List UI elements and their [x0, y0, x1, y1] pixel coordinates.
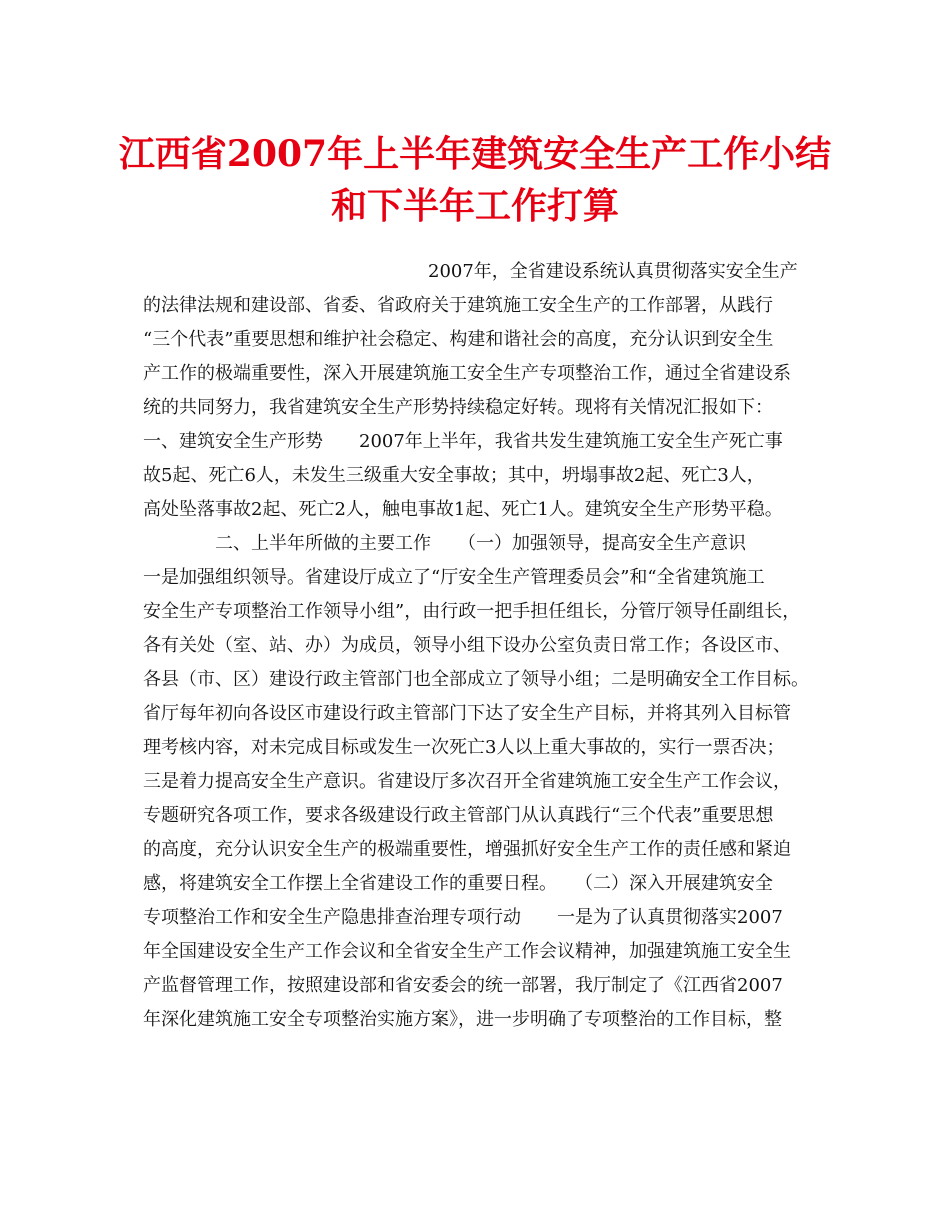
body-line: 年全国建设安全生产工作会议和全省安全生产工作会议精神，加强建筑施工安全生 — [143, 941, 791, 962]
body-line: 产工作的极端重要性，深入开展建筑施工安全生产专项整治工作，通过全省建设系 — [143, 363, 791, 384]
body-line: 省厅每年初向各设区市建设行政主管部门下达了安全生产目标，并将其列入目标管 — [143, 703, 791, 724]
body-line: 各有关处（室、站、办）为成员，领导小组下设办公室负责日常工作；各设区市、 — [143, 635, 791, 656]
body-line: 各县（市、区）建设行政主管部门也全部成立了领导小组；二是明确安全工作目标。 — [143, 669, 809, 690]
body-line: 二、上半年所做的主要工作 （一）加强领导，提高安全生产意识 — [215, 533, 746, 554]
body-line: 感，将建筑安全工作摆上全省建设工作的重要日程。 （二）深入开展建筑安全 — [143, 873, 773, 894]
body-line: 2007年，全省建设系统认真贯彻落实安全生产 — [428, 261, 798, 282]
body-line: 专题研究各项工作，要求各级建设行政主管部门从认真践行“三个代表”重要思想 — [143, 805, 774, 826]
body-line: “三个代表”重要思想和维护社会稳定、构建和谐社会的高度，充分认识到安全生 — [143, 329, 774, 350]
title-line-2: 和下半年工作打算 — [330, 185, 619, 227]
body-line: 高处坠落事故2起、死亡2人，触电事故1起、死亡1人。建筑安全生产形势平稳。 — [143, 499, 783, 520]
body-line: 统的共同努力，我省建筑安全生产形势持续稳定好转。现将有关情况汇报如下： — [143, 397, 773, 418]
body-line: 理考核内容，对未完成目标或发生一次死亡3人以上重大事故的，实行一票否决； — [143, 737, 785, 758]
document-title — [100, 128, 850, 232]
body-line: 专项整治工作和安全生产隐患排查治理专项行动 一是为了认真贯彻落实2007 — [143, 907, 783, 928]
body-line: 的高度，充分认识安全生产的极端重要性，增强抓好安全生产工作的责任感和紧迫 — [143, 839, 791, 860]
body-line: 一、建筑安全生产形势 2007年上半年，我省共发生建筑施工安全生产死亡事 — [143, 431, 783, 452]
body-line: 产监督管理工作，按照建设部和省安委会的统一部署，我厅制定了《江西省2007 — [143, 975, 783, 996]
body-line: 的法律法规和建设部、省委、省政府关于建筑施工安全生产的工作部署，从践行 — [143, 295, 773, 316]
document-body — [143, 255, 823, 1037]
body-line: 一是加强组织领导。省建设厅成立了“厅安全生产管理委员会”和“全省建筑施工 — [143, 567, 765, 588]
body-line: 三是着力提高安全生产意识。省建设厅多次召开全省建筑施工安全生产工作会议， — [143, 771, 791, 792]
body-line: 年深化建筑施工安全专项整治实施方案》，进一步明确了专项整治的工作目标，整 — [143, 1009, 782, 1030]
body-line: 故5起、死亡6人，未发生三级重大安全事故；其中，坍塌事故2起、死亡3人， — [143, 465, 765, 486]
title-line-1: 江西省2007年上半年建筑安全生产工作小结 — [118, 133, 832, 175]
body-line: 安全生产专项整治工作领导小组”，由行政一把手担任组长，分管厅领导任副组长， — [143, 601, 801, 622]
